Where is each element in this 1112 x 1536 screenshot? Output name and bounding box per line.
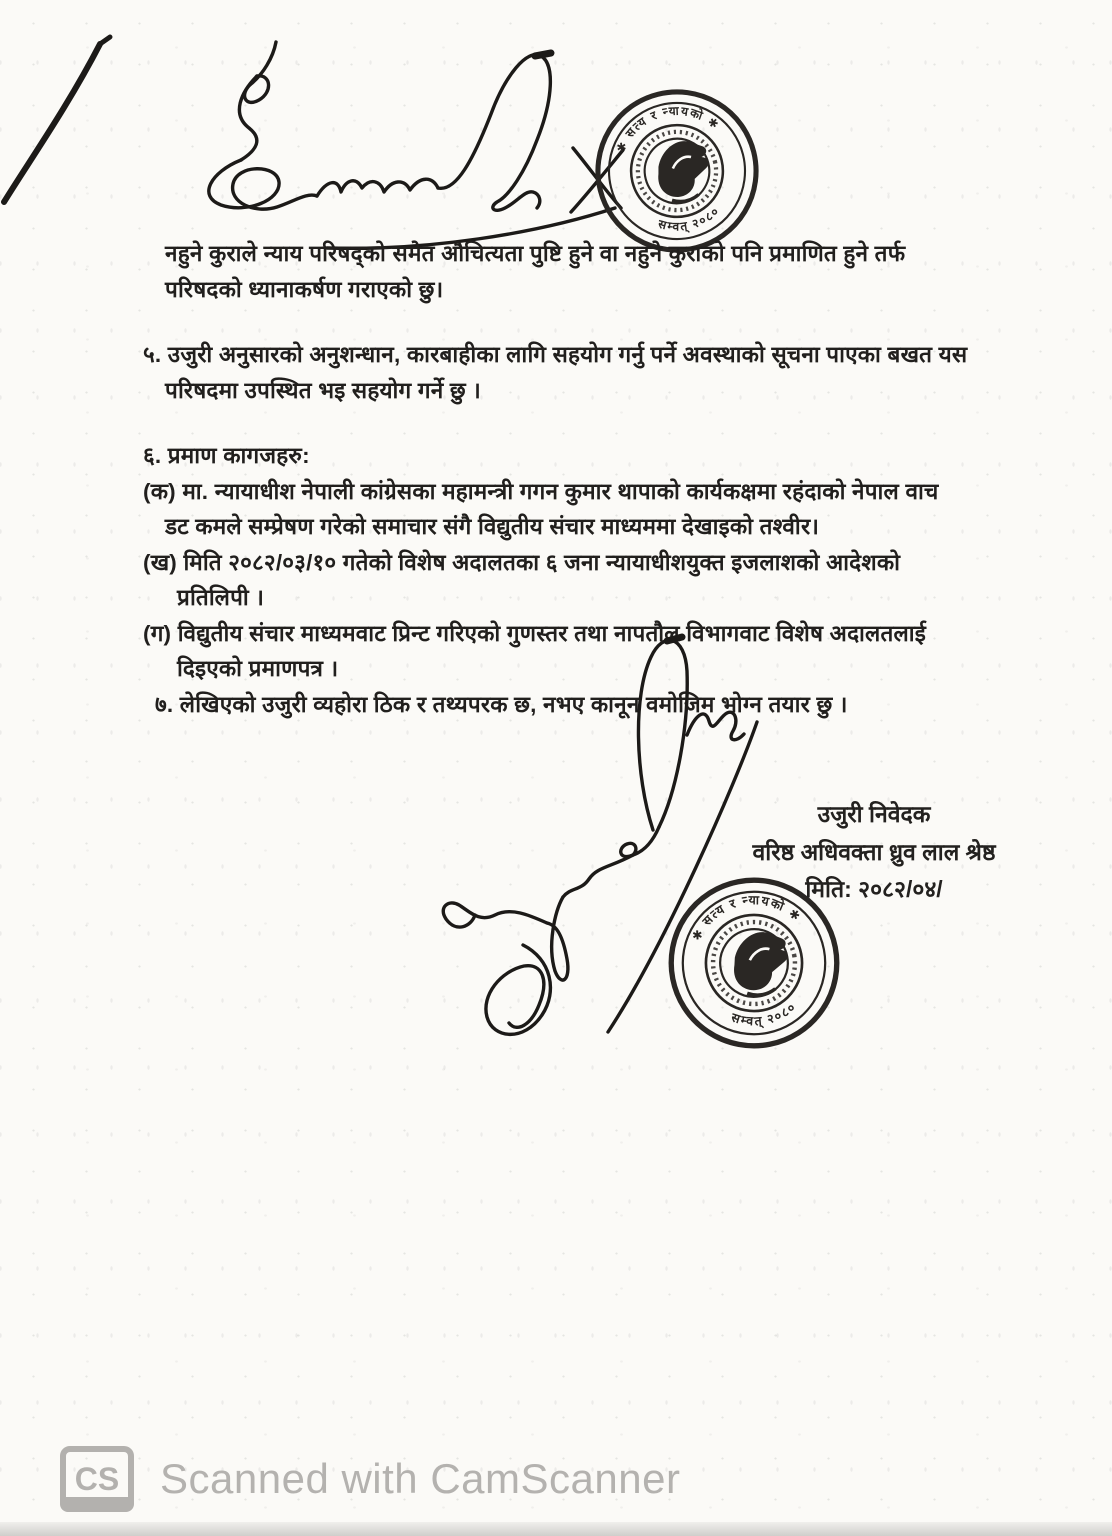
signoff-role: उजुरी निवेदक — [817, 801, 931, 827]
document-line: दिइएको प्रमाणपत्र । — [177, 656, 339, 681]
camscanner-logo-bar — [60, 1497, 134, 1512]
camscanner-watermark-text: Scanned with CamScanner — [160, 1455, 681, 1502]
stamp-top-arc-text: ✱ सत्य र न्यायको ✱ — [613, 103, 723, 155]
document-line: ७. लेखिएको उजुरी व्यहोरा ठिक र तथ्यपरक छ, नभए कानून वमोजिम भोग्न तयार छु । — [155, 691, 848, 717]
document-line: (क) मा. न्यायाधीश नेपाली कांग्रेसका महामन्त्री गगन कुमार थापाको कार्यकक्षमा रहंदाको नेपाल वाच — [143, 478, 939, 504]
stamp-bottom-arc-text: सम्वत् २०८० — [729, 999, 800, 1029]
stamp-bottom-arc-text: सम्वत् २०८० — [656, 203, 723, 234]
document-line: परिषदमा उपस्थित भइ सहयोग गर्ने छु । — [165, 377, 482, 403]
document-line: (ख) मिति २०८२/०३/१० गतेको विशेष अदालतका ६ जना न्यायाधीशयुक्त इजलाशको आदेशको — [143, 549, 901, 575]
document-line: डट कमले सम्प्रेषण गरेको समाचार संगै विद्युतीय संचार माध्यममा देखाइको तश्वीर। — [165, 514, 820, 539]
camscanner-watermark — [60, 1446, 680, 1512]
signoff-name: वरिष्ठ अधिवक्ता ध्रुव लाल श्रेष्ठ — [752, 838, 996, 865]
camscanner-logo-icon — [60, 1446, 134, 1512]
document-line: ६. प्रमाण कागजहरु: — [143, 443, 310, 468]
signoff-date: मिति: २०८२/०४/ — [805, 876, 943, 902]
document-line: प्रतिलिपी । — [177, 585, 265, 610]
document-line: (ग) विद्युतीय संचार माध्यमवाट प्रिन्ट गरिएको गुणस्तर तथा नापतौल विभागवाट विशेष अदालतलाई — [143, 620, 927, 646]
camscanner-logo-text: CS — [74, 1460, 120, 1497]
document-body — [143, 236, 1023, 722]
svg-text:✱ सत्य र न्यायको ✱ — [606, 92, 725, 157]
document-line: नहुने कुराले न्याय परिषद्को समेत औचित्यता पुष्टि हुने वा नहुने कुराको पनि प्रमाणित हुने तर्फ — [165, 241, 906, 266]
stamp-top-arc-text: ✱ सत्य र न्यायको ✱ — [689, 893, 805, 943]
scan-edge-shadow — [0, 1522, 1112, 1536]
document-line: ५. उजुरी अनुसारको अनुशन्धान, कारबाहीका लागि सहयोग गर्नु पर्ने अवस्थाको सूचना पाएका बखत यस — [143, 342, 968, 367]
pen-stroke-topleft — [0, 20, 130, 210]
signoff-block — [738, 796, 1010, 909]
svg-text:सम्वत् २०८० — [726, 998, 801, 1035]
document-line: परिषदको ध्यानाकर्षण गराएको छु। — [165, 276, 444, 302]
